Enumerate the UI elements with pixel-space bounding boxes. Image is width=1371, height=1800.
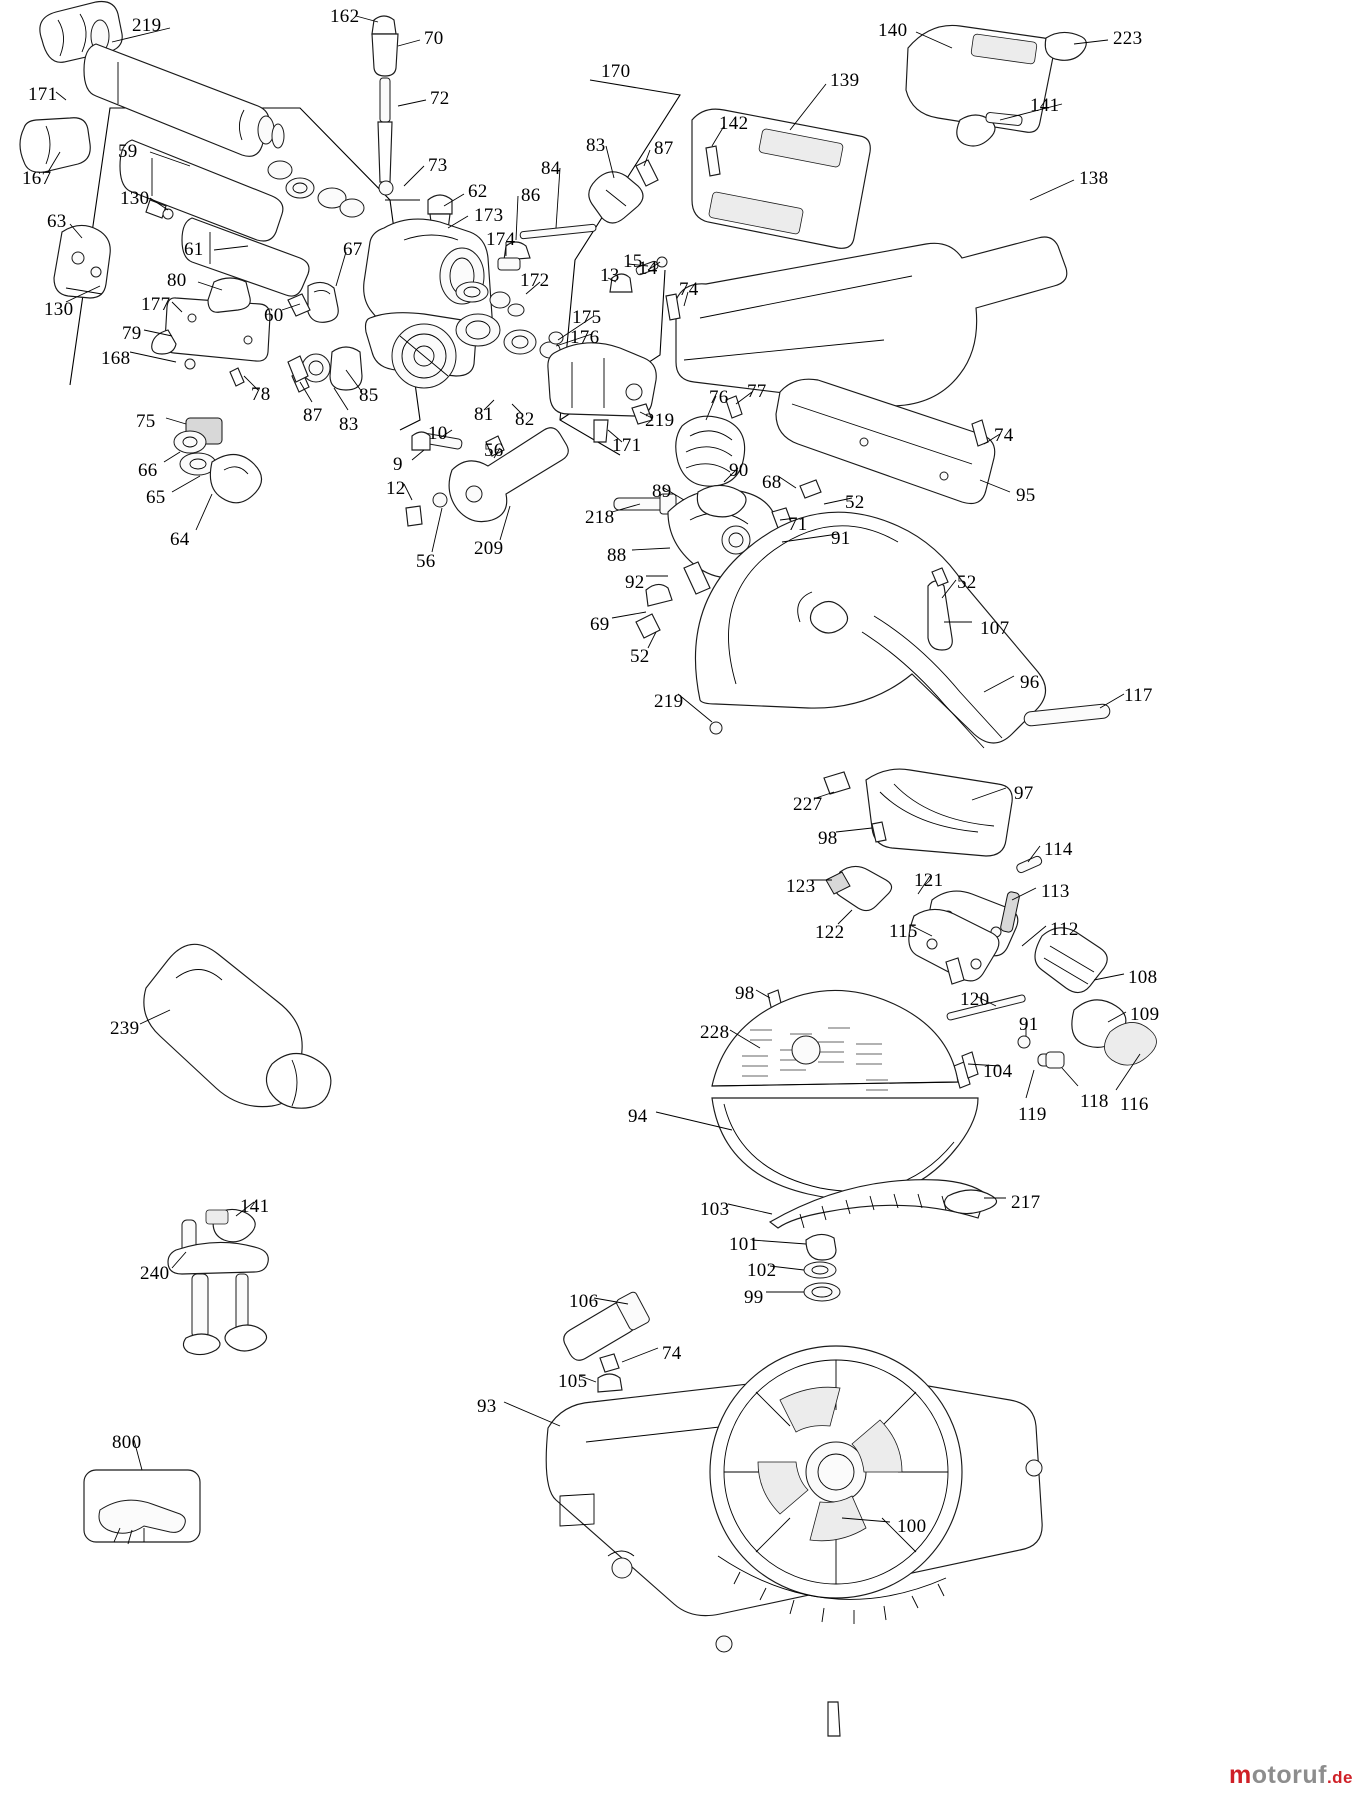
callout-15: 15 [623,251,643,272]
callout-90: 90 [729,460,749,481]
callout-9: 9 [393,454,403,475]
callout-115: 115 [889,921,918,942]
callout-228: 228 [700,1022,730,1043]
callout-76: 76 [709,387,729,408]
callout-62: 62 [468,181,488,202]
callout-85: 85 [359,385,379,406]
callout-66: 66 [138,460,158,481]
callout-119: 119 [1018,1104,1047,1125]
callout-104: 104 [983,1061,1013,1082]
callout-117: 117 [1124,685,1153,706]
callout-109: 109 [1130,1004,1160,1025]
watermark-rest: otoruf [1251,1761,1327,1789]
callout-219: 219 [132,15,162,36]
clamp-240 [168,1209,268,1354]
callout-63: 63 [47,211,67,232]
callout-138: 138 [1079,168,1109,189]
callout-116: 116 [1120,1094,1149,1115]
callout-91-a: 91 [831,528,851,549]
callout-72: 72 [430,88,450,109]
callout-52-c: 52 [630,646,650,667]
washer-stack [804,1234,840,1301]
callout-71: 71 [788,514,808,535]
callout-95: 95 [1016,485,1036,506]
callout-170: 170 [601,61,631,82]
callout-80: 80 [167,270,187,291]
callout-84: 84 [541,158,561,179]
watermark-m: m [1229,1761,1252,1789]
callout-120: 120 [960,989,990,1010]
bracket-63 [54,225,110,298]
fence-assembly [666,25,1086,406]
callout-130-left: 130 [44,299,74,320]
callout-130-top: 130 [120,188,150,209]
callout-99: 99 [744,1287,764,1308]
callout-219-c: 219 [654,691,684,712]
callout-96: 96 [1020,672,1040,693]
callout-70: 70 [424,28,444,49]
callout-227: 227 [793,794,823,815]
callout-87-top: 87 [654,138,674,159]
callout-74-c: 74 [662,1343,682,1364]
callout-61: 61 [184,239,204,260]
inset-box-800 [84,1470,200,1544]
watermark-suffix: .de [1326,1768,1353,1787]
callout-218: 218 [585,507,615,528]
callout-172: 172 [520,270,550,291]
callout-56-b: 56 [416,551,436,572]
callout-83: 83 [339,414,359,435]
callout-98-a: 98 [818,828,838,849]
callout-174: 174 [486,229,516,250]
callout-86: 86 [521,185,541,206]
callout-100: 100 [897,1516,927,1537]
base-93 [546,1346,1042,1736]
callout-59: 59 [118,141,138,162]
callout-93: 93 [477,1396,497,1417]
callout-239: 239 [110,1018,140,1039]
callout-89: 89 [652,481,672,502]
dust-bag-239 [144,944,331,1108]
callout-56-a: 56 [484,440,504,461]
callout-140: 140 [878,20,908,41]
callout-113: 113 [1041,881,1070,902]
callout-68: 68 [762,472,782,493]
callout-141-top: 141 [1030,95,1060,116]
callout-79: 79 [122,323,142,344]
callout-94: 94 [628,1106,648,1127]
callout-176: 176 [570,327,600,348]
callout-75: 75 [136,411,156,432]
callout-78: 78 [251,384,271,405]
callout-108: 108 [1128,967,1158,988]
callout-69: 69 [590,614,610,635]
callout-10: 10 [428,423,448,444]
callout-87: 87 [303,405,323,426]
fasteners-upper [372,16,452,244]
guard-housing-96 [695,512,1110,748]
callout-240: 240 [140,1263,170,1284]
callout-73: 73 [428,155,448,176]
callout-217: 217 [1011,1192,1041,1213]
callout-106: 106 [569,1291,599,1312]
callout-107: 107 [980,618,1010,639]
callout-74-a: 74 [679,279,699,300]
lower-guard-97 [824,769,1012,856]
callout-14: 14 [638,258,658,279]
callout-65: 65 [146,487,166,508]
callout-52-b: 52 [957,572,977,593]
callout-223: 223 [1113,28,1143,49]
callout-67: 67 [343,239,363,260]
callout-142: 142 [719,113,749,134]
callout-83-top: 83 [586,135,606,156]
callout-209: 209 [474,538,504,559]
callout-171: 171 [28,84,58,105]
callout-122: 122 [815,922,845,943]
callout-88: 88 [607,545,627,566]
callout-168: 168 [101,348,131,369]
callout-103: 103 [700,1199,730,1220]
callout-167: 167 [22,168,52,189]
callout-162: 162 [330,6,360,27]
callout-800: 800 [112,1432,142,1453]
small-fasteners [174,418,568,526]
callout-175: 175 [572,307,602,328]
callout-105: 105 [558,1371,588,1392]
table-plate-228 [712,990,978,1199]
callout-141-bottom: 141 [240,1196,270,1217]
callout-118: 118 [1080,1091,1109,1112]
callout-13: 13 [600,265,620,286]
carriage-block [548,343,656,442]
small-bits-right [962,1052,1064,1078]
callout-97: 97 [1014,783,1034,804]
callout-98-b: 98 [735,983,755,1004]
callout-82: 82 [515,409,535,430]
callout-81: 81 [474,404,494,425]
callout-74-b: 74 [994,425,1014,446]
callout-64: 64 [170,529,190,550]
callout-101: 101 [729,1234,759,1255]
callout-121: 121 [914,870,944,891]
watermark [1229,1761,1353,1790]
callout-173: 173 [474,205,504,226]
callout-60: 60 [264,305,284,326]
callout-171-b: 171 [612,435,642,456]
callout-52-a: 52 [845,492,865,513]
callout-219-b: 219 [645,410,675,431]
callout-112: 112 [1050,919,1079,940]
callout-12: 12 [386,478,406,499]
callout-114: 114 [1044,839,1073,860]
callout-92: 92 [625,572,645,593]
callout-102: 102 [747,1260,777,1281]
callout-123: 123 [786,876,816,897]
callout-139: 139 [830,70,860,91]
callout-177: 177 [141,294,171,315]
callout-77: 77 [747,381,767,402]
plate-168 [152,298,309,392]
callout-91-b: 91 [1019,1014,1039,1035]
